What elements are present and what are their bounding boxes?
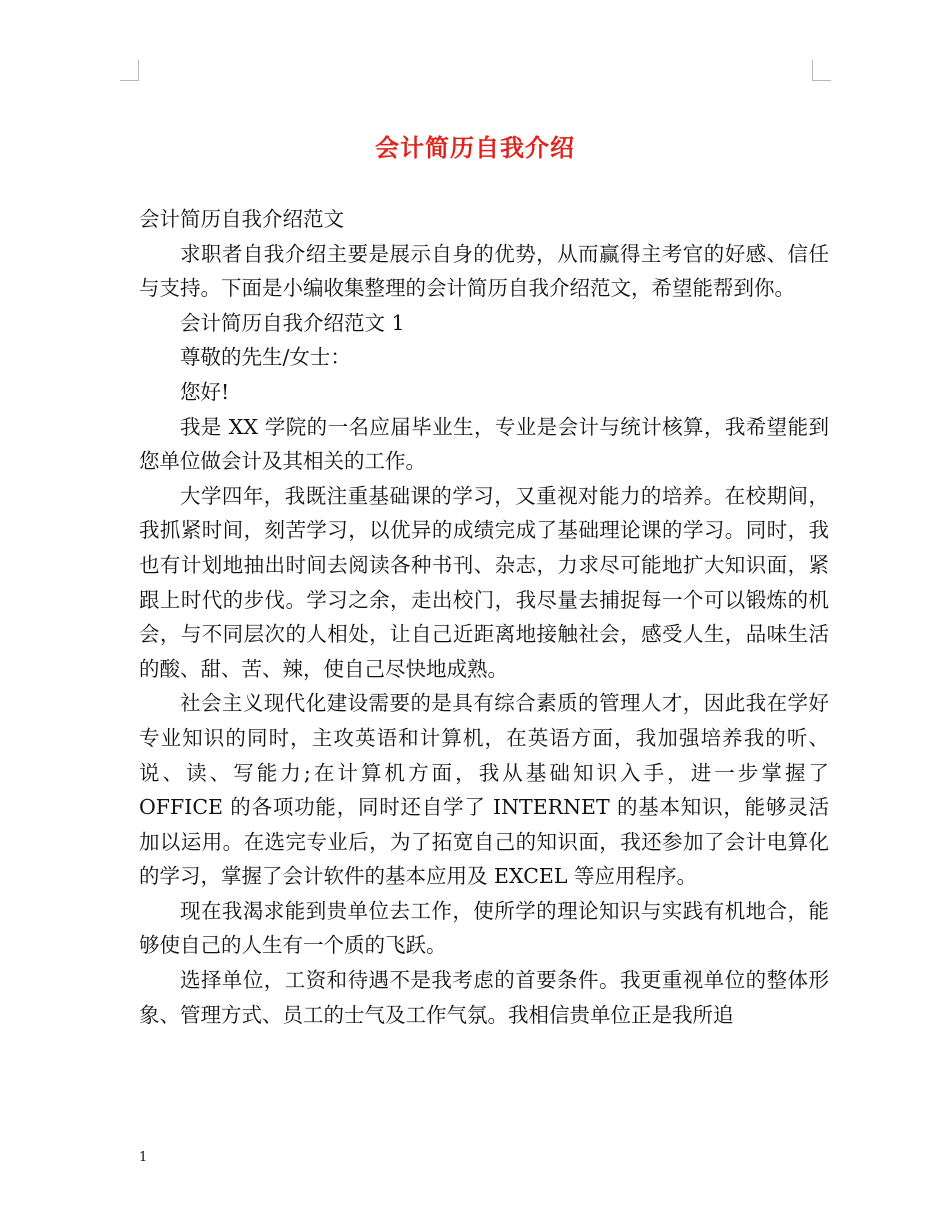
- paragraph-salutation: 尊敬的先生/女士：: [180, 345, 351, 370]
- paragraph-intro: 求职者自我介绍主要是展示自身的优势，从而赢得主考官的好感、信任与支持。下面是小编收集整理的会计简历自我介绍范文，希望能帮到你。: [139, 241, 829, 301]
- paragraph-university: 大学四年，我既注重基础课的学习，又重视对能力的培养。在校期间，我抓紧时间，刻苦学习，以优异的成绩完成了基础理论课的学习。同时，我也有计划地抽出时间去阅读各种书刊、杂志，力求尽可能地扩大知识面，紧跟上时代的步伐。学习之余，走出校门，我尽量去捕捉每一个可以锻炼的机会，与不同层次的人相处，让自己近距离地接触社会，感受人生，品味生活的酸、甜、苦、辣，使自己尽快地成熟。: [139, 483, 829, 681]
- paragraph-sample-heading: 会计简历自我介绍范文 1: [180, 310, 405, 335]
- paragraph-aspiration: 现在我渴求能到贵单位去工作，使所学的理论知识与实践有机地合，能够使自己的人生有一个质的飞跃。: [139, 898, 829, 958]
- paragraph-self-intro: 我是 XX 学院的一名应届毕业生，专业是会计与统计核算，我希望能到您单位做会计及其相关的工作。: [139, 414, 829, 474]
- crop-mark-top-right: [812, 60, 831, 81]
- document-body: [139, 202, 829, 1032]
- paragraph-choice: 选择单位，工资和待遇不是我考虑的首要条件。我更重视单位的整体形象、管理方式、员工的士气及工作气氛。我相信贵单位正是我所追: [139, 968, 829, 1027]
- crop-mark-top-left: [120, 60, 139, 81]
- paragraph-skills: 社会主义现代化建设需要的是具有综合素质的管理人才，因此我在学好专业知识的同时，主攻英语和计算机，在英语方面，我加强培养我的听、说、读、写能力;在计算机方面，我从基础知识入手，进一步掌握了 OFFICE 的各项功能，同时还自学了 INTERNET 的基本知识，能够灵活加以运用。在选完专业后，为了拓宽自己的知识面，我还参加了会计电算化的学习，掌握了会计软件的基本应用及 EXCEL 等应用程序。: [139, 691, 829, 889]
- page-number: 1: [139, 1150, 148, 1165]
- section-heading: 会计简历自我介绍范文: [139, 207, 344, 231]
- paragraph-greeting: 您好!: [180, 379, 230, 404]
- document-title: 会计简历自我介绍: [375, 133, 575, 162]
